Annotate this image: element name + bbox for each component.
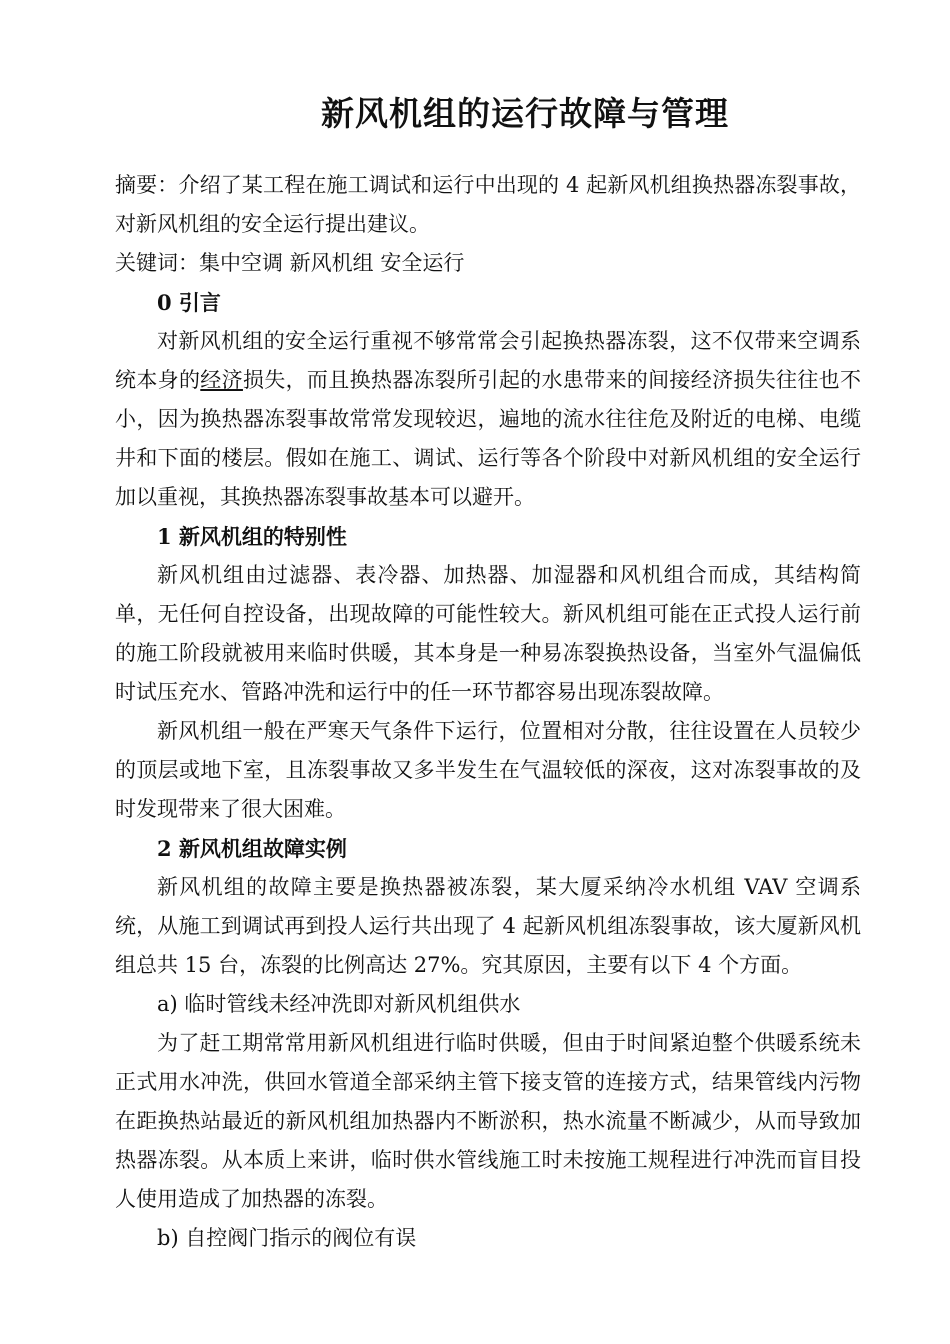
paragraph-text: 损失，而且换热器冻裂所引起的水患带来的间接经济损失往往也不小，因为换热器冻裂事故常常发现较迟，遍地的流水往往危及附近的电梯、电缆井和下面的楼层。假如在施工、调试、运行等各个阶段中对新风机组的安全运行加以重视，其换热器冻裂事故基本可以避开。 (115, 368, 862, 509)
section-2-paragraph-1: 新风机组的故障主要是换热器被冻裂，某大厦采纳冷水机组 VAV 空调系统，从施工到调试再到投人运行共出现了 4 起新风机组冻裂事故，该大厦新风机组总共 15 台，冻裂的比例高达 27%。究其原因，主要有以下 4 个方面。 (115, 875, 861, 977)
list-item-a-paragraph: 为了赶工期常常用新风机组进行临时供暖，但由于时间紧迫整个供暖系统未正式用水冲洗，供回水管道全部采纳主管下接支管的连接方式，结果管线内污物在距换热站最近的新风机组加热器内不断淤积，热水流量不断减少，从而导致加热器冻裂。从本质上来讲，临时供水管线施工时未按施工规程进行冲洗而盲目投人使用造成了加热器的冻裂。 (115, 1031, 861, 1211)
section-1-paragraph-1: 新风机组由过滤器、表冷器、加热器、加湿器和风机组合而成，其结构简单，无任何自控设备，出现故障的可能性较大。新风机组可能在正式投人运行前的施工阶段就被用来临时供暖，其本身是一种易冻裂换热设备，当室外气温偏低时试压充水、管路冲洗和运行中的任一环节都容易出现冻裂故障。 (115, 563, 861, 704)
keywords-line: 关键词：集中空调 新风机组 安全运行 (115, 251, 465, 275)
economy-link[interactable]: 经济 (200, 368, 243, 392)
section-0-paragraph-1 (115, 322, 861, 517)
abstract-paragraph: 摘要：介绍了某工程在施工调试和运行中出现的 4 起新风机组换热器冻裂事故，对新风机组的安全运行提出建议。 (115, 173, 861, 236)
list-item-b: b) 自控阀门指示的阀位有误 (157, 1226, 417, 1250)
section-heading-1: 1 新风机组的特别性 (157, 524, 347, 549)
section-heading-2: 2 新风机组故障实例 (157, 836, 347, 861)
list-item-a: a) 临时管线未经冲洗即对新风机组供水 (157, 992, 521, 1016)
section-1-paragraph-2: 新风机组一般在严寒天气条件下运行，位置相对分散，往往设置在人员较少的顶层或地下室，且冻裂事故又多半发生在气温较低的深夜，这对冻裂事故的及时发现带来了很大困难。 (115, 719, 861, 821)
document-body (115, 166, 861, 1258)
section-heading-0: 0 引言 (157, 290, 221, 315)
page-title: 新风机组的运行故障与管理 (321, 94, 729, 133)
paragraph-text: 对新风机组的安全运行重视不够常常会引起换热器冻裂，这不仅带来空调系统本身的 (115, 329, 861, 392)
